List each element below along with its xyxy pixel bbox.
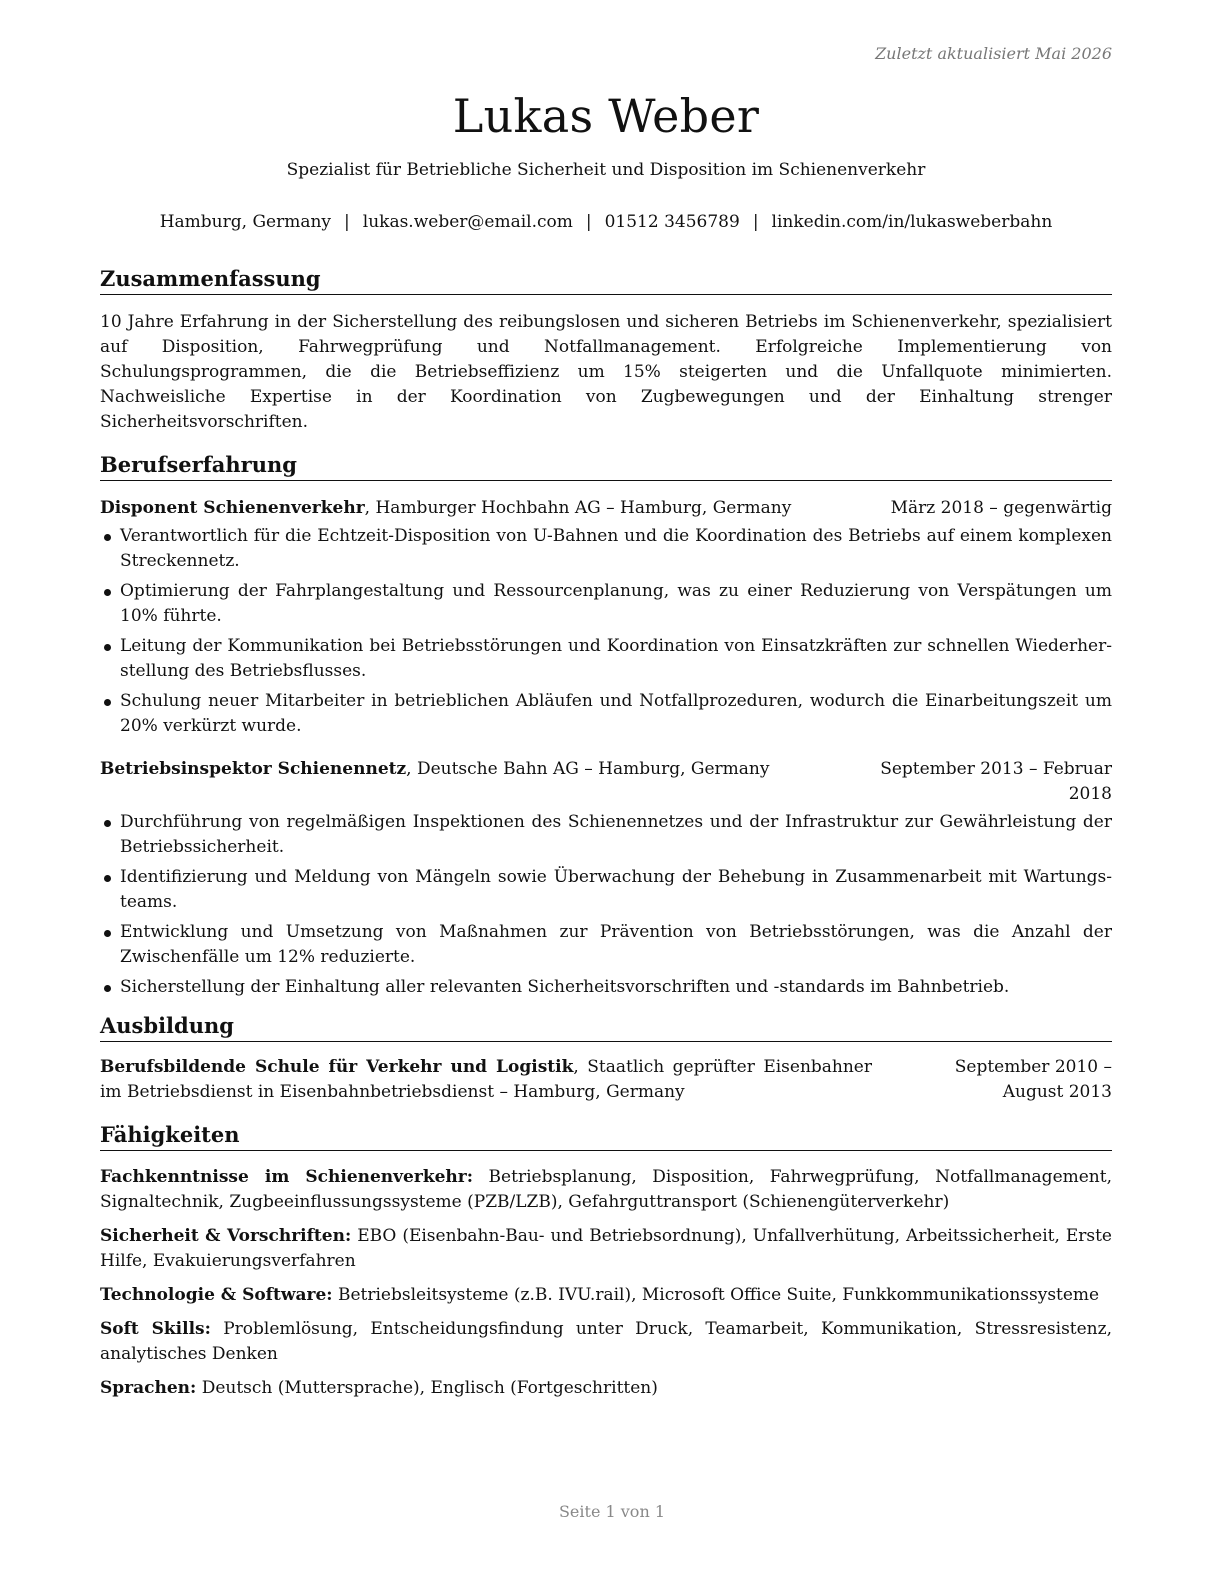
education-school: Berufsbildende Schule für Verkehr und Logistik <box>100 1057 574 1077</box>
contact-line <box>100 210 1112 234</box>
education-detail: , Staatlich geprüfter Eisenbahner im Betriebsdienst in Eisenbahnbetriebsdienst – Hamburg, Germany <box>100 1057 872 1102</box>
contact-location: Hamburg, Germany <box>159 212 332 232</box>
contact-separator: | <box>344 212 350 232</box>
contact-email[interactable]: lukas.weber@email.com <box>362 212 573 232</box>
skill-label: Sprachen: <box>100 1378 197 1398</box>
skill-row <box>100 1165 1112 1215</box>
experience-section <box>100 451 1112 1000</box>
summary-text: 10 Jahre Erfahrung in der Sicherstellung des reibungslosen und sicheren Betriebs im Schienenverkehr, spezialisiert auf Disposition, Fahrwegprüfung und Notfallmanagement. Erfolgreiche Implementierung von Schulungsprogrammen, die die Betriebseffizienz um 15% steigerten und die Unfallquote minimierten. Nachweisliche Expertise in der Koordination von Zugbewegungen und der Einhaltung strenger Sicherheitsvorschriften. <box>100 312 1112 432</box>
candidate-subtitle: Spezialist für Betriebliche Sicherheit und Disposition im Schienenverkehr <box>286 160 926 180</box>
section-title-experience: Berufserfahrung <box>100 451 1112 481</box>
contact-phone: 01512 3456789 <box>604 212 740 232</box>
candidate-name: Lukas Weber <box>452 89 760 143</box>
job-header <box>100 757 1112 807</box>
list-item: Entwicklung und Umsetzung von Maßnahmen zur Prävention von Betriebsstörungen, was die Anzahl der Zwischenfälle um 12% reduzierte. <box>100 920 1112 970</box>
education-dates: September 2010 – August 2013 <box>954 1057 1112 1102</box>
list-item: Durchführung von regelmäßigen Inspektionen des Schienennetzes und der Infrastruktur zur Gewährleistung der Betriebssicherheit. <box>100 810 1112 860</box>
job-dates: September 2013 – Februar 2018 <box>880 759 1112 804</box>
skill-label: Sicherheit & Vorschriften: <box>100 1226 352 1246</box>
list-item: Sicherstellung der Einhaltung aller relevanten Sicherheitsvorschriften und -standards im Bahnbetrieb. <box>100 975 1112 1000</box>
job-entry <box>100 496 1112 739</box>
job-company: , Hamburger Hochbahn AG – Hamburg, Germany <box>364 498 792 518</box>
list-item: Schulung neuer Mitarbeiter in betrieblichen Abläufen und Notfallprozeduren, wodurch die Einarbeitungszeit um 20% verkürzt wurde. <box>100 689 1112 739</box>
skill-label: Fachkenntnisse im Schienenverkehr: <box>100 1167 474 1187</box>
skill-row <box>100 1283 1112 1308</box>
job-bullets <box>100 524 1112 739</box>
job-role: Betriebsinspektor Schienennetz <box>100 759 407 779</box>
section-title-education: Ausbildung <box>100 1012 1112 1042</box>
job-role: Disponent Schienenverkehr <box>100 498 365 518</box>
summary-section <box>100 265 1112 435</box>
list-item: Optimierung der Fahrplangestaltung und Ressourcenplanung, was zu einer Reduzierung von Verspätungen um 10% führte. <box>100 579 1112 629</box>
job-company: , Deutsche Bahn AG – Hamburg, Germany <box>406 759 770 779</box>
contact-separator: | <box>752 212 759 232</box>
education-entry <box>100 1055 1112 1105</box>
skill-text: Problemlösung, Entscheidungsfindung unter Druck, Teamarbeit, Kommunikation, Stressresistenz, analytisches Denken <box>100 1319 1112 1364</box>
skills-list <box>100 1165 1112 1401</box>
skill-row <box>100 1224 1112 1274</box>
skill-row <box>100 1317 1112 1367</box>
job-header <box>100 496 1112 521</box>
list-item: Identifizierung und Meldung von Mängeln sowie Überwachung der Behebung in Zusammenarbeit mit Wartungsteams. <box>100 865 1112 915</box>
skills-section <box>100 1121 1112 1401</box>
skill-row <box>100 1376 1112 1401</box>
skill-label: Soft Skills: <box>100 1319 211 1339</box>
list-item: Verantwortlich für die Echtzeit-Disposition von U-Bahnen und die Koordination des Betriebs auf einem komplexen Streckennetz. <box>100 524 1112 574</box>
contact-linkedin[interactable]: linkedin.com/in/lukasweberbahn <box>771 212 1053 232</box>
section-title-summary: Zusammenfassung <box>100 265 1112 295</box>
education-section <box>100 1012 1112 1105</box>
list-item: Leitung der Kommunikation bei Betriebsstörungen und Koordination von Einsatzkräften zur schnellen Wiederherstellung des Betriebsflusses. <box>100 634 1112 684</box>
job-dates: März 2018 – gegenwärtig <box>890 498 1112 518</box>
skill-text: EBO (Eisenbahn-Bau- und Betriebsordnung), Unfallverhütung, Arbeitssicherheit, Erste Hilfe, Evakuierungsverfahren <box>100 1226 1112 1271</box>
skill-text: Betriebsleitsysteme (z.B. IVU.rail), Microsoft Office Suite, Funkkommunikationssysteme <box>332 1285 1100 1305</box>
section-title-skills: Fähigkeiten <box>100 1121 1112 1151</box>
page-number: Seite 1 von 1 <box>558 1502 666 1521</box>
job-bullets <box>100 810 1112 1000</box>
skill-text: Deutsch (Muttersprache), Englisch (Fortgeschritten) <box>196 1378 658 1398</box>
skill-text: Betriebsplanung, Disposition, Fahrwegprüfung, Notfallmanagement, Signaltechnik, Zugbeeinflussungssysteme (PZB/LZB), Gefahrguttransport (Schienengüterverkehr) <box>100 1167 1112 1212</box>
skill-label: Technologie & Software: <box>100 1285 333 1305</box>
job-entry <box>100 757 1112 1000</box>
contact-separator: | <box>585 212 592 232</box>
last-updated: Zuletzt aktualisiert Mai 2026 <box>875 44 1112 63</box>
